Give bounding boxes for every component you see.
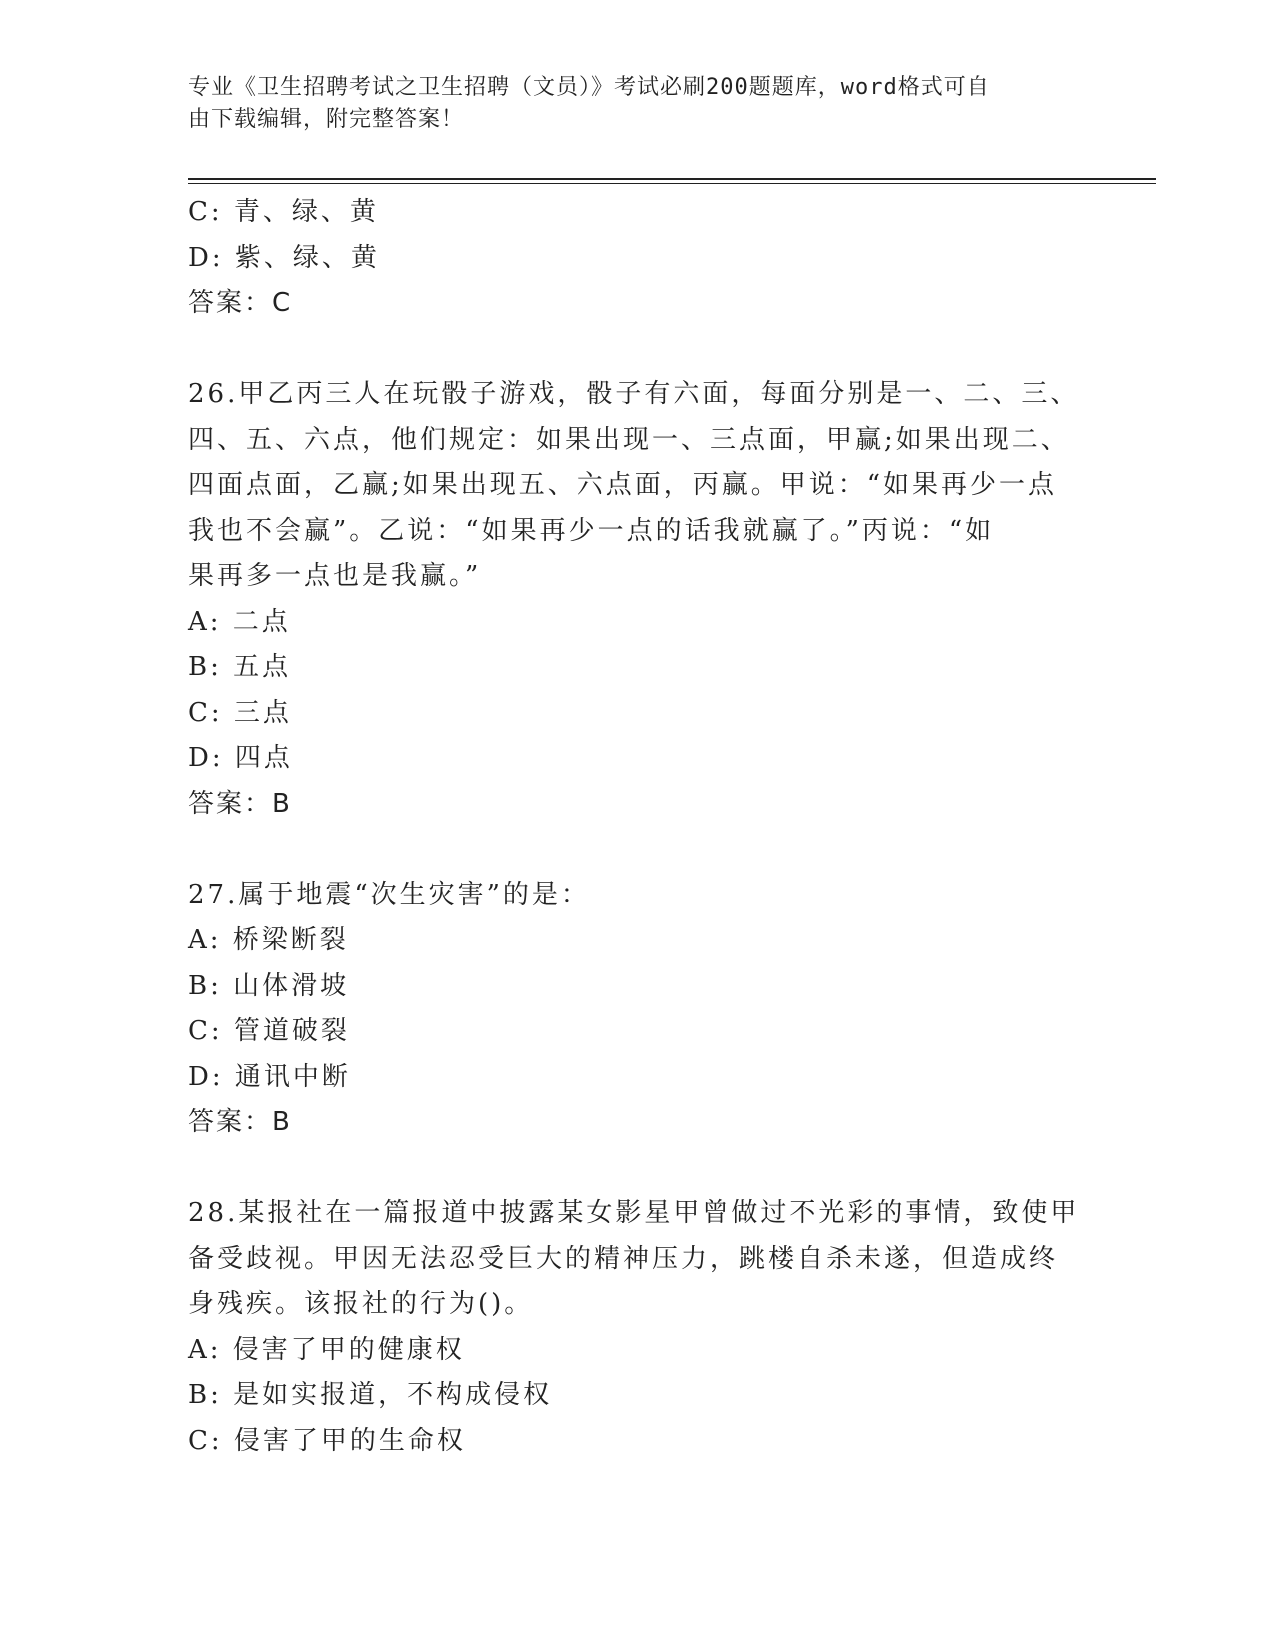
- option-c: C: 三点: [188, 697, 292, 728]
- prev-question: [188, 190, 1088, 327]
- question-text-line: 果再多一点也是我赢。”: [188, 561, 482, 591]
- option-b: B: 山体滑坡: [188, 970, 350, 1001]
- header-rule-thick: [188, 178, 1156, 180]
- option-a: A: 二点: [188, 606, 291, 637]
- question-text-line: 四、五、六点，他们规定：如果出现一、三点面，甲赢;如果出现二、: [188, 424, 1070, 455]
- question-text-line: 27.属于地震“次生灾害”的是：: [188, 879, 590, 910]
- question-text-line: 我也不会赢”。乙说：“如果再少一点的话我就赢了。”丙说：“如: [188, 515, 995, 546]
- option-d: D: 通讯中断: [188, 1061, 351, 1092]
- option-a: A: 桥梁断裂: [188, 925, 349, 955]
- option-a: A: 侵害了甲的健康权: [188, 1334, 465, 1365]
- question-28: [188, 1191, 1088, 1464]
- document-header: [188, 72, 1068, 136]
- option-b: B: 是如实报道，不构成侵权: [188, 1380, 553, 1410]
- header-line-1: 专业《卫生招聘考试之卫生招聘（文员）》考试必刷200题题库，word格式可自: [188, 75, 990, 100]
- question-text-line: 26.甲乙丙三人在玩骰子游戏，骰子有六面，每面分别是一、二、三、: [188, 379, 1080, 409]
- option-c: C: 管道破裂: [188, 1016, 350, 1046]
- option-d: D: 四点: [188, 743, 293, 773]
- question-27: [188, 873, 1088, 1146]
- option-b: B: 五点: [188, 652, 292, 682]
- answer-line: 答案：B: [188, 788, 292, 819]
- header-rule-thin: [188, 183, 1156, 184]
- question-content: [188, 190, 1088, 1464]
- question-text-line: 备受歧视。甲因无法忍受巨大的精神压力，跳楼自杀未遂，但造成终: [188, 1243, 1059, 1274]
- option-c: C: 侵害了甲的生命权: [188, 1425, 466, 1456]
- question-26: [188, 372, 1088, 827]
- answer-line: 答案：B: [188, 1107, 292, 1137]
- option-d: D: 紫、绿、黄: [188, 242, 380, 273]
- question-text-line: 28.某报社在一篇报道中披露某女影星甲曾做过不光彩的事情，致使甲: [188, 1198, 1080, 1228]
- header-line-2: 由下载编辑，附完整答案！: [188, 107, 465, 132]
- question-text-line: 身残疾。该报社的行为()。: [188, 1289, 534, 1319]
- option-c: C: 青、绿、黄: [188, 197, 379, 227]
- question-text-line: 四面点面，乙赢;如果出现五、六点面，丙赢。甲说：“如果再少一点: [188, 470, 1058, 500]
- answer-line: 答案：C: [188, 288, 293, 318]
